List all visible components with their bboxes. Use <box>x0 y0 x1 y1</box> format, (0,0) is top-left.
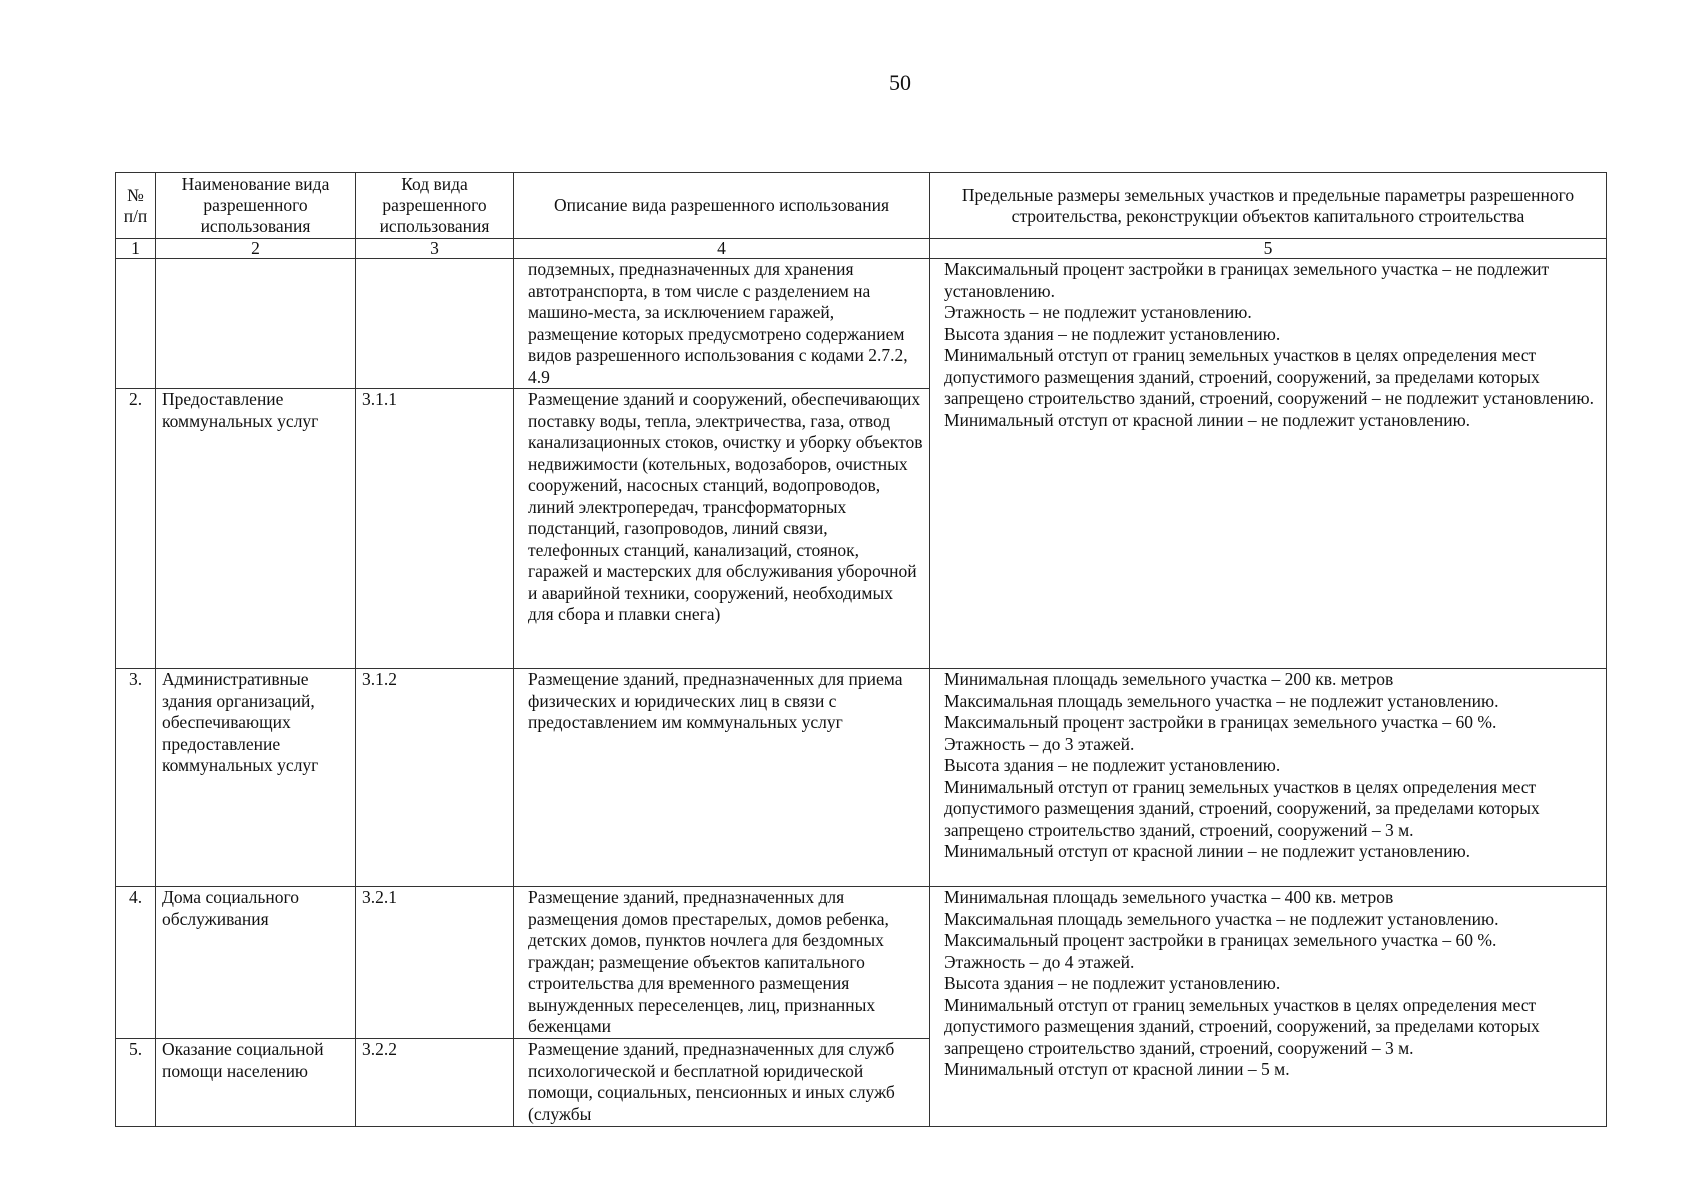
column-number: 1 <box>116 239 156 259</box>
row-code: 3.1.2 <box>356 669 514 887</box>
param-line: Минимальный отступ от красной линии – не подлежит установлению. <box>944 841 1471 861</box>
param-line: Высота здания – не подлежит установлению. <box>944 755 1281 775</box>
params-cell-group-a <box>930 259 1607 669</box>
row-num: 3. <box>116 669 156 887</box>
param-line: Минимальный отступ от границ земельных участков в целях определения мест допустимого размещения зданий, строений, сооружений, за пределами которых запрещено строительство зданий, строений, сооружений – 3 м. <box>944 994 1540 1058</box>
param-line: Максимальная площадь земельного участка – не подлежит установлению. <box>944 908 1499 929</box>
header-row <box>116 173 1607 239</box>
column-number-row <box>116 239 1607 259</box>
param-line: Этажность – не подлежит установлению. <box>944 302 1252 322</box>
header-description: Описание вида разрешенного использования <box>514 173 930 239</box>
header-name: Наименование вида разрешенного использования <box>156 173 356 239</box>
row-code: 3.2.1 <box>356 887 514 1039</box>
row-code: 3.2.2 <box>356 1039 514 1127</box>
param-line: Минимальный отступ от красной линии – не подлежит установлению. <box>944 409 1471 430</box>
params-cell-group-b <box>930 887 1607 1127</box>
row-name <box>156 259 356 389</box>
row-name: Предоставление коммунальных услуг <box>156 389 356 669</box>
row-num: 4. <box>116 887 156 1039</box>
param-line: Минимальный отступ от границ земельных участков в целях определения мест допустимого размещения зданий, строений, сооружений, за пределами которых запрещено строительство зданий, строений, сооружений – 3 м. <box>944 776 1540 840</box>
param-line: Минимальная площадь земельного участка – 400 кв. метров <box>944 887 1394 907</box>
row-name: Дома социального обслуживания <box>156 887 356 1039</box>
row-description: Размещение зданий и сооружений, обеспечивающих поставку воды, тепла, электричества, газа, отвод канализационных стоков, очистку и уборку объектов недвижимости (котельных, водозаборов, очистных сооружений, насосных станций, водопроводов, линий электропередач, трансформаторных подстанций, газопроводов, линий связи, телефонных станций, канализаций, стоянок, гаражей и мастерских для обслуживания уборочной и аварийной техники, сооружений, необходимых для сбора и плавки снега) <box>514 389 930 669</box>
param-line: Максимальный процент застройки в границах земельного участка – не подлежит установлению. <box>944 259 1550 301</box>
row-name: Административные здания организаций, обеспечивающих предоставление коммунальных услуг <box>156 669 356 887</box>
row-description: Размещение зданий, предназначенных для приема физических и юридических лиц в связи с предоставлением им коммунальных услуг <box>514 669 930 887</box>
table-row <box>116 259 1607 389</box>
row-description: подземных, предназначенных для хранения автотранспорта, в том числе с разделением на машино-места, за исключением гаражей, размещение которых предусмотрено содержанием видов разрешенного использования с кодами 2.7.2, 4.9 <box>514 259 930 389</box>
param-line: Максимальный процент застройки в границах земельного участка – 60 %. <box>944 930 1497 950</box>
column-number: 4 <box>514 239 930 259</box>
row-num: 5. <box>116 1039 156 1127</box>
row-description: Размещение зданий, предназначенных для размещения домов престарелых, домов ребенка, детских домов, пунктов ночлега для бездомных граждан; размещение объектов капитального строительства для временного размещения вынужденных переселенцев, лиц, признанных беженцами <box>514 887 930 1039</box>
param-line: Высота здания – не подлежит установлению. <box>944 973 1281 993</box>
table-row <box>116 887 1607 1039</box>
header-parameters: Предельные размеры земельных участков и предельные параметры разрешенного строительства, реконструкции объектов капитального строительства <box>930 173 1607 239</box>
row-name: Оказание социальной помощи населению <box>156 1039 356 1127</box>
param-line: Максимальный процент застройки в границах земельного участка – 60 %. <box>944 712 1497 732</box>
param-line: Максимальная площадь земельного участка – не подлежит установлению. <box>944 690 1499 711</box>
column-number: 5 <box>930 239 1607 259</box>
param-line: Этажность – до 3 этажей. <box>944 733 1135 754</box>
row-num <box>116 259 156 389</box>
param-line: Минимальная площадь земельного участка – 200 кв. метров <box>944 669 1394 689</box>
page-number: 50 <box>889 70 911 95</box>
row-code <box>356 259 514 389</box>
param-line: Минимальный отступ от красной линии – 5 м. <box>944 1059 1290 1079</box>
header-code: Код вида разрешенного использования <box>356 173 514 239</box>
param-line: Минимальный отступ от границ земельных участков в целях определения мест допустимого размещения зданий, строений, сооружений, за пределами которых запрещено строительство зданий, строений, сооружений – не подлежит установлению. <box>944 345 1594 408</box>
row-code: 3.1.1 <box>356 389 514 669</box>
row-num: 2. <box>116 389 156 669</box>
land-use-table <box>115 172 1607 1127</box>
header-num: № п/п <box>116 173 156 239</box>
params-cell-row3 <box>930 669 1607 887</box>
table-row <box>116 669 1607 887</box>
column-number: 3 <box>356 239 514 259</box>
row-description: Размещение зданий, предназначенных для служб психологической и бесплатной юридической помощи, социальных, пенсионных и иных служб (службы <box>514 1039 930 1127</box>
column-number: 2 <box>156 239 356 259</box>
param-line: Этажность – до 4 этажей. <box>944 951 1135 972</box>
param-line: Высота здания – не подлежит установлению. <box>944 323 1281 344</box>
